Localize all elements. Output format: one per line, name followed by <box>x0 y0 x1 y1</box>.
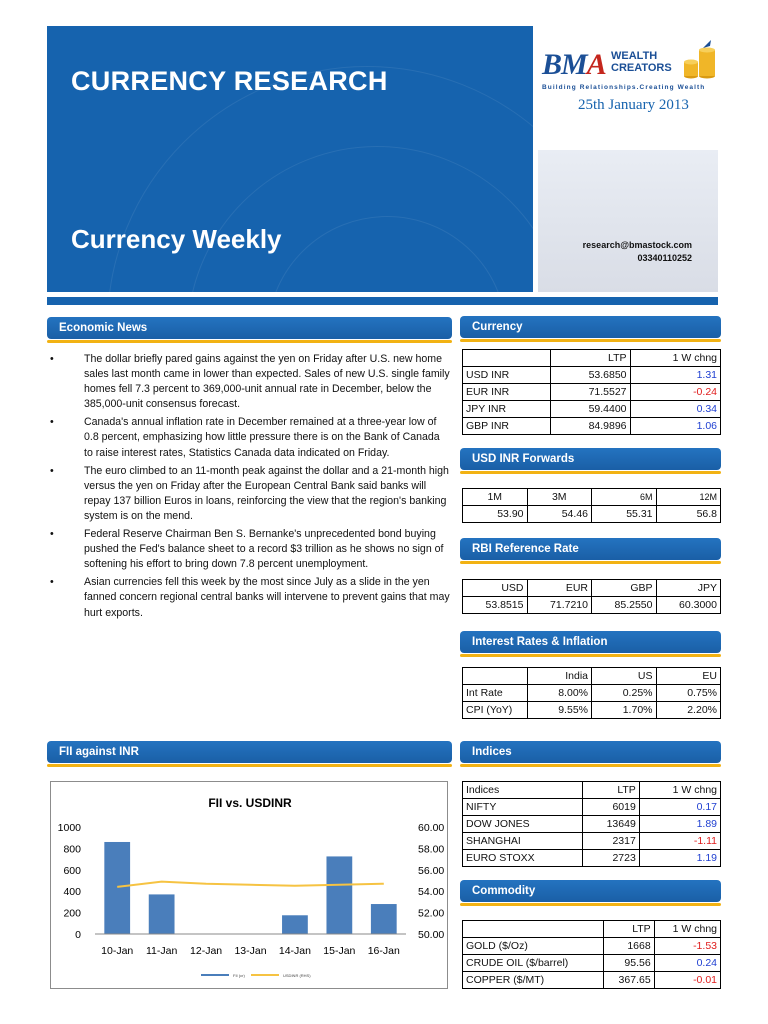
table-row: GBP INR 84.9896 1.06 <box>463 418 721 435</box>
commodity-table <box>462 920 721 989</box>
table-row: USD INR 53.6850 1.31 <box>463 367 721 384</box>
contact-email: research@bmastock.com <box>582 240 692 250</box>
report-header <box>47 26 718 292</box>
section-fii-against-inr: FII against INR <box>47 741 452 763</box>
news-list <box>50 352 450 624</box>
logo-wordmark: BMA <box>542 48 606 81</box>
table-row: 53.90 54.46 55.31 56.8 <box>463 506 721 523</box>
y-left-tick-label: 200 <box>63 907 81 920</box>
x-tick-label: 11-Jan <box>145 945 178 957</box>
header-side-panel <box>538 26 718 292</box>
chart-bar <box>371 904 397 934</box>
table-row: EURO STOXX 2723 1.19 <box>463 850 721 867</box>
x-tick-label: 14-Jan <box>278 945 311 957</box>
report-subtitle: Currency Weekly <box>71 224 282 254</box>
news-item: • Canada's annual inflation rate in December remained at a three-year low of 0.8 percent, emphasizing how little pressure there is on the Bank of Canada to raise interest rates, Statistics Canada data indicated on Friday. <box>50 416 440 459</box>
table-header-row: 1M 3M 6M 12M <box>463 489 721 506</box>
section-indices: Indices <box>460 741 721 763</box>
chart-bar <box>149 894 175 934</box>
table-row: SHANGHAI 2317 -1.11 <box>463 833 721 850</box>
header-divider <box>47 297 718 305</box>
fii-chart-svg <box>51 782 449 990</box>
table-row: 53.8515 71.7210 85.2550 60.3000 <box>463 597 721 614</box>
chart-bar <box>326 856 352 934</box>
rates-table <box>462 667 721 719</box>
table-header-row: USD EUR GBP JPY <box>463 580 721 597</box>
y-left-tick-label: 0 <box>75 929 81 941</box>
y-left-tick-label: 400 <box>63 886 81 899</box>
logo-tagline: Building Relationships.Creating Wealth <box>542 84 706 91</box>
y-left-tick-label: 600 <box>63 864 81 877</box>
section-economic-news: Economic News <box>47 317 452 339</box>
legend-label-usdinr: USDINR (RHS) <box>283 973 311 978</box>
x-tick-label: 10-Jan <box>101 945 134 957</box>
y-right-tick-label: 56.00 <box>418 864 445 877</box>
x-tick-label: 16-Jan <box>367 945 400 957</box>
news-item: • The dollar briefly pared gains against the yen on Friday after U.S. new home sales last month came in lower than expected. Sales of new U.S. single family homes fell 7.3 percent to 369,000-unit annual rate in December, below the 385,000-unit consensus forecast. <box>50 353 450 411</box>
header-banner <box>47 26 533 292</box>
x-tick-label: 13-Jan <box>234 945 267 957</box>
table-row: CPI (YoY) 9.55% 1.70% 2.20% <box>463 702 721 719</box>
table-header-row: India US EU <box>463 668 721 685</box>
y-right-tick-label: 54.00 <box>418 886 445 899</box>
fii-chart <box>50 781 448 989</box>
chart-bar <box>282 915 308 934</box>
section-currency: Currency <box>460 316 721 338</box>
chart-title: FII vs. USDINR <box>208 796 292 810</box>
contact-phone: 03340110252 <box>637 253 692 263</box>
y-right-tick-label: 58.00 <box>418 843 445 856</box>
chart-bar <box>104 842 130 934</box>
section-rbi-reference-rate: RBI Reference Rate <box>460 538 721 560</box>
table-header-row: LTP 1 W chng <box>463 350 721 367</box>
y-right-tick-label: 52.00 <box>418 907 445 920</box>
news-item: • The euro climbed to an 11-month peak against the dollar and a 21-month high versus the yen on Friday after the European Central Bank said banks will repay 137 billion Euros in loans, reinforcing the view that the region's banking system is on the mend. <box>50 464 449 522</box>
table-row: COPPER ($/MT) 367.65 -0.01 <box>463 972 721 989</box>
y-left-tick-label: 800 <box>63 843 81 856</box>
y-left-tick-label: 1000 <box>57 822 81 834</box>
table-row: Int Rate 8.00% 0.25% 0.75% <box>463 685 721 702</box>
currency-table <box>462 349 721 435</box>
indices-table <box>462 781 721 867</box>
x-tick-label: 12-Jan <box>190 945 223 957</box>
logo-text: WEALTH CREATORS <box>611 50 672 74</box>
table-header-row: LTP 1 W chng <box>463 921 721 938</box>
report-title: CURRENCY RESEARCH <box>71 66 388 96</box>
forwards-table <box>462 488 721 523</box>
report-date: 25th January 2013 <box>578 97 689 113</box>
y-right-tick-label: 50.00 <box>418 929 445 941</box>
y-right-tick-label: 60.00 <box>418 822 445 834</box>
contact-info <box>583 239 692 265</box>
table-row: NIFTY 6019 0.17 <box>463 799 721 816</box>
news-item: • Federal Reserve Chairman Ben S. Bernanke's unprecedented bond buying pushed the Fed's balance sheet to a record $3 trillion as he shows no sign of softening his effort to bring down 7.8 percent unemployment. <box>50 528 444 571</box>
rbi-table <box>462 579 721 614</box>
section-commodity: Commodity <box>460 880 721 902</box>
section-usd-inr-forwards: USD INR Forwards <box>460 448 721 470</box>
news-item: • Asian currencies fell this week by the most since July as a slide in the yen fanned concern regional central banks will intervene to prevent gains that may hurt exports. <box>50 576 450 619</box>
table-row: EUR INR 71.5527 -0.24 <box>463 384 721 401</box>
section-interest-rates-inflation: Interest Rates & Inflation <box>460 631 721 653</box>
table-row: DOW JONES 13649 1.89 <box>463 816 721 833</box>
x-tick-label: 15-Jan <box>323 945 356 957</box>
company-logo <box>541 40 718 100</box>
table-header-row: Indices LTP 1 W chng <box>463 782 721 799</box>
table-row: GOLD ($/Oz) 1668 -1.53 <box>463 938 721 955</box>
coin-stack-icon <box>683 40 717 80</box>
legend-label-fii: FII (cr) <box>233 973 245 978</box>
table-row: CRUDE OIL ($/barrel) 95.56 0.24 <box>463 955 721 972</box>
table-row: JPY INR 59.4400 0.34 <box>463 401 721 418</box>
